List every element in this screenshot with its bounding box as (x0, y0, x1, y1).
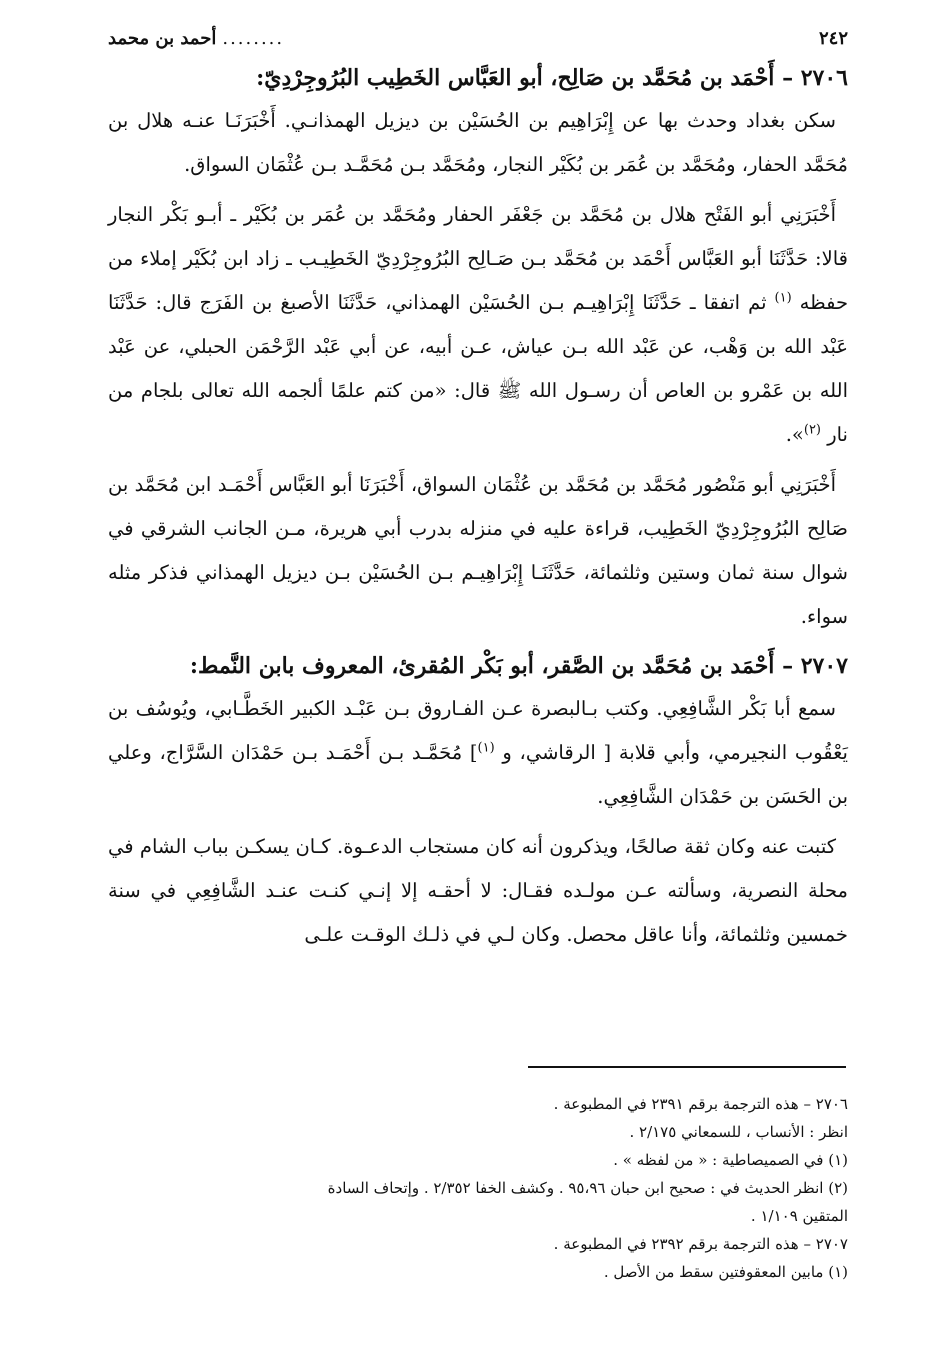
footnote-item: (١) في الصميصاطية : « من لفظه » . (613, 1151, 848, 1169)
entry-2707-paragraph-1 (108, 687, 848, 819)
footnotes (108, 1090, 848, 1286)
footnote-item: ٢٧٠٧ – هذه الترجمة برقم ٢٣٩٢ في المطبوعة . (553, 1235, 848, 1253)
footnote-divider (528, 1066, 846, 1068)
page-number: ٢٤٢ (818, 28, 848, 49)
footnote-item: انظر : الأنساب ، للسمعاني ٢/١٧٥ . (629, 1123, 848, 1141)
book-page (108, 28, 848, 963)
footnote-item: ٢٧٠٦ – هذه الترجمة برقم ٢٣٩١ في المطبوعة . (553, 1095, 848, 1113)
running-header (108, 28, 848, 57)
footnote-ref: (١) (477, 740, 495, 756)
paragraph-text: أَخْبَرَنِي أبو الفَتْح هلال بن مُحَمَّد بن جَعْفَر الحفار ومُحَمَّد بن عُمَر بن بُكَيْر ـ أبـو بَكْر النجار قالا: حَدَّثَنَا أبو العَبَّاس أَحْمَد بن مُحَمَّد بـن صَـالِح البُرُوجِرْدِيّ الخَطِيـب ـ زاد ابن بُكَيْر إملاء من حفظه (108, 203, 849, 314)
paragraph-text: سمع أبا بَكْر الشَّافِعِي. وكتب بـالبصرة عـن الفـاروق بـن عَبْـد الكبير الخَطَّـابي، ويُوسُف بن يَعْقُوب النجيرمي، وأبي قلابة [ الرقاشي، و (108, 697, 848, 764)
footnote-item: (١) مابين المعقوفتين سقط من الأصل . (603, 1263, 848, 1281)
running-title: أحمد بن محمد (108, 28, 217, 49)
paragraph-text: ] مُحَمَّـد بـن أَحْمَـد بـن حَمْدَان السَّرَّاج، وعلي بن الحَسَن بن حَمْدَان الشَّافِعِي. (108, 741, 848, 808)
running-title-group (108, 28, 284, 49)
footnote-ref: (١) (774, 290, 792, 306)
paragraph-text: ثم اتفقا ـ حَدَّثَنَا إِبْرَاهِيـم بـن الحُسَيْن الهمذاني، حَدَّثَنَا الأصبغ بن الفَرَج قال: حَدَّثَنَا عَبْد الله بن وَهْب، عن عَبْد الله بـن عياش، عـن أبيه، عن أبي عَبْد الرَّحْمَن الحبلي، عن عَبْد الله بن عَمْرو بن العاص أن رسـول الله ﷺ قال: «من كتم علمًا ألجمه الله تعالى بلجام من نار (108, 291, 848, 446)
entry-heading-2706: ٢٧٠٦ – أَحْمَد بن مُحَمَّد بن صَالِح، أبو العَبَّاس الخَطِيب البُرُوجِرْدِيّ: (256, 65, 848, 91)
footnote-ref: (٢) (803, 422, 821, 438)
paragraph-text: ». (785, 423, 804, 446)
footnote-item: المتقين ١/١٠٩ . (750, 1207, 848, 1225)
entry-2706-paragraph-3: أَخْبَرَنِي أبو مَنْصُور مُحَمَّد بن مُحَمَّد بن عُثْمَان السواق، أَخْبَرَنَا أبو العَبَّاس أَحْمَـد ابن مُحَمَّد بن صَالِح البُرُوجِرْدِيّ الخَطِيب، قراءة عليه في منزله بدرب أبي هريرة، مـن الجانب الشرقي في شوال سنة ثمان وستين وثلثمائة، حَدَّثَنَـا إِبْرَاهِيـم بـن الحُسَيْن بـن ديزيل الهمذاني فذكر مثله سواء. (108, 473, 848, 628)
footnote-item: (٢) انظر الحديث في : صحيح ابن حبان ٩٥،٩٦ . وكشف الخفا ٢/٣٥٢ . وإتحاف السادة (327, 1179, 848, 1197)
entry-2706-paragraph-2 (108, 193, 848, 457)
entry-2707-paragraph-2: كتبت عنه وكان ثقة صالحًا، ويذكرون أنه كان مستجاب الدعـوة. كـان يسكـن بباب الشام في محلة النصرية، وسألته عـن مولـده فقـال: لا أحقـه إلا إنـي كنـت عنـد الشَّافِعِي في سنة خمسين وثلثمائة، وأنا عاقل محصل. وكان لـي في ذلـك الوقـت علـى (108, 835, 848, 946)
entry-heading-2707: ٢٧٠٧ – أَحْمَد بن مُحَمَّد بن الصَّقر، أبو بَكْر المُقرئ، المعروف بابن النَّمط: (189, 653, 848, 679)
header-dots: ........ (222, 28, 285, 49)
entry-2706-paragraph-1: سكن بغداد وحدث بها عن إِبْرَاهِيم بن الحُسَيْن بن ديزيل الهمذانـي. أَخْبَرَنَـا عنـه هلال بن مُحَمَّد الحفار، ومُحَمَّد بن عُمَر بن بُكَيْر النجار، ومُحَمَّد بـن مُحَمَّـد بـن عُثْمَان السواق. (108, 109, 848, 176)
